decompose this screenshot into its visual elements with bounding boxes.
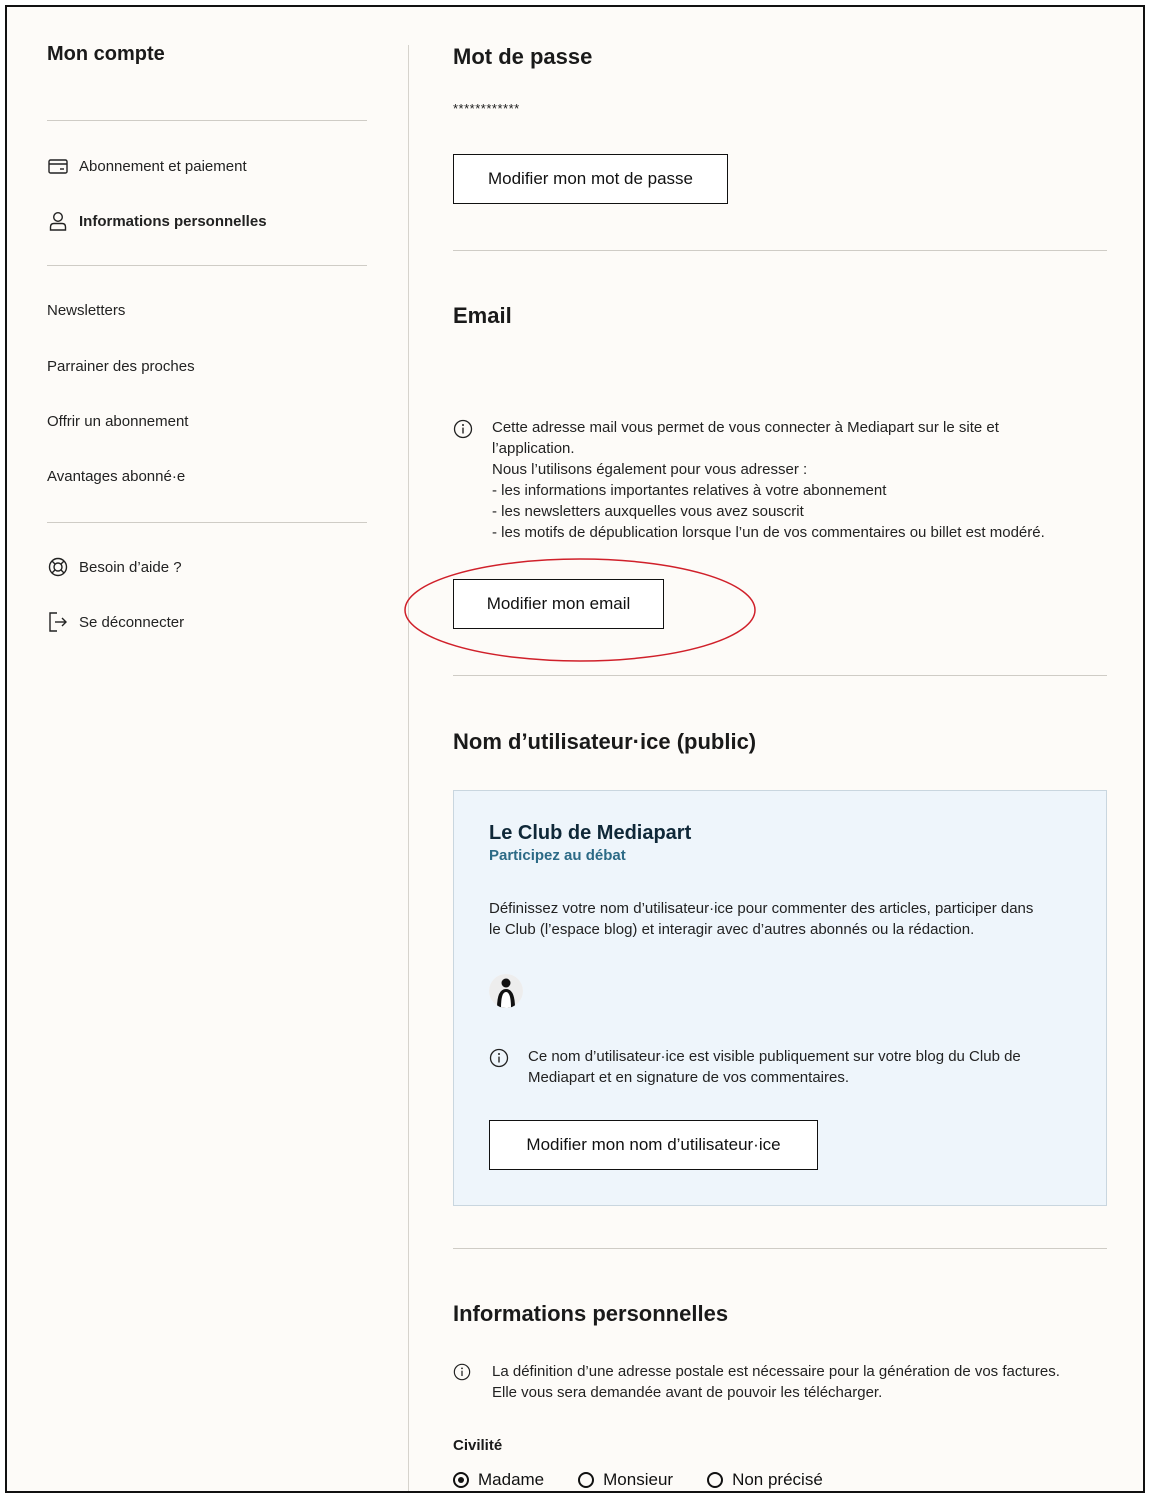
email-info-line: Cette adresse mail vous permet de vous connecter à Mediapart sur le site et [492,419,999,436]
radio-button[interactable] [578,1472,594,1488]
change-password-button[interactable]: Modifier mon mot de passe [453,154,728,204]
personal-info-line: Elle vous sera demandée avant de pouvoir les télécharger. [492,1384,883,1401]
divider [47,120,367,121]
divider [453,675,1107,676]
change-email-button[interactable]: Modifier mon email [453,579,664,629]
club-description-line: le Club (l’espace blog) et interagir avec d’autres abonnés ou la rédaction. [489,921,975,938]
divider [453,250,1107,251]
logout-icon [47,612,69,632]
email-info-line: - les informations importantes relatives à votre abonnement [492,482,887,499]
lifebuoy-icon [47,557,69,577]
email-info-line: - les newsletters auxquelles vous avez souscrit [492,503,804,520]
club-card [453,790,1107,1206]
divider [47,265,367,266]
club-description [489,898,1033,940]
email-info-line: l’application. [492,440,575,457]
radio-button[interactable] [707,1472,723,1488]
club-title: Le Club de Mediapart [489,822,692,844]
username-info [489,1046,1021,1088]
club-subtitle: Participez au débat [489,847,626,864]
radio-label: Non précisé [732,1470,823,1489]
sidebar-item-personal-info[interactable] [47,211,267,231]
sidebar-item-referral[interactable]: Parrainer des proches [47,358,195,375]
email-info [453,417,1045,543]
radio-non-precise[interactable] [707,1470,823,1490]
sidebar-item-label: Abonnement et paiement [79,157,247,175]
username-info-line: Ce nom d’utilisateur·ice est visible publiquement sur votre blog du Club de [528,1048,1021,1065]
info-icon [453,1361,475,1403]
radio-label: Monsieur [603,1470,674,1489]
email-heading: Email [453,303,512,328]
info-icon [489,1046,511,1088]
sidebar-title: Mon compte [47,43,165,65]
username-heading: Nom d’utilisateur·ice (public) [453,729,757,754]
club-description-line: Définissez votre nom d’utilisateur·ice pour commenter des articles, participer dans [489,900,1034,917]
radio-madame[interactable] [453,1470,544,1490]
sidebar-item-logout[interactable] [47,612,184,632]
page-frame [5,5,1145,1493]
radio-monsieur[interactable] [578,1470,673,1490]
civility-radio-group [453,1470,857,1490]
email-info-line: Nous l’utilisons également pour vous adresser : [492,461,808,478]
divider [47,522,367,523]
vertical-divider [408,45,409,1491]
sidebar-item-label: Informations personnelles [79,212,267,230]
personal-info-line: La définition d’une adresse postale est nécessaire pour la génération de vos factures. [492,1363,1060,1380]
civility-label: Civilité [453,1437,503,1454]
credit-card-icon [47,156,69,176]
avatar [489,974,523,1008]
info-icon [453,417,475,543]
sidebar-item-gift[interactable]: Offrir un abonnement [47,413,189,430]
user-icon [47,211,69,231]
sidebar-item-newsletters[interactable]: Newsletters [47,302,126,319]
sidebar-item-label: Besoin d’aide ? [79,558,182,576]
username-info-line: Mediapart et en signature de vos commentaires. [528,1069,849,1086]
divider [453,1248,1107,1249]
personal-info-heading: Informations personnelles [453,1301,729,1326]
sidebar-item-benefits[interactable]: Avantages abonné·e [47,468,186,485]
password-masked-value: ************ [453,101,520,116]
password-heading: Mot de passe [453,44,593,69]
radio-label: Madame [478,1470,545,1489]
change-username-button[interactable]: Modifier mon nom d’utilisateur·ice [489,1120,818,1170]
sidebar-item-help[interactable] [47,557,182,577]
email-info-line: - les motifs de dépublication lorsque l’un de vos commentaires ou billet est modéré. [492,524,1045,541]
personal-info-note [453,1361,1060,1403]
sidebar-item-subscription[interactable] [47,156,247,176]
sidebar-item-label: Se déconnecter [79,613,185,631]
radio-button[interactable] [453,1472,469,1488]
